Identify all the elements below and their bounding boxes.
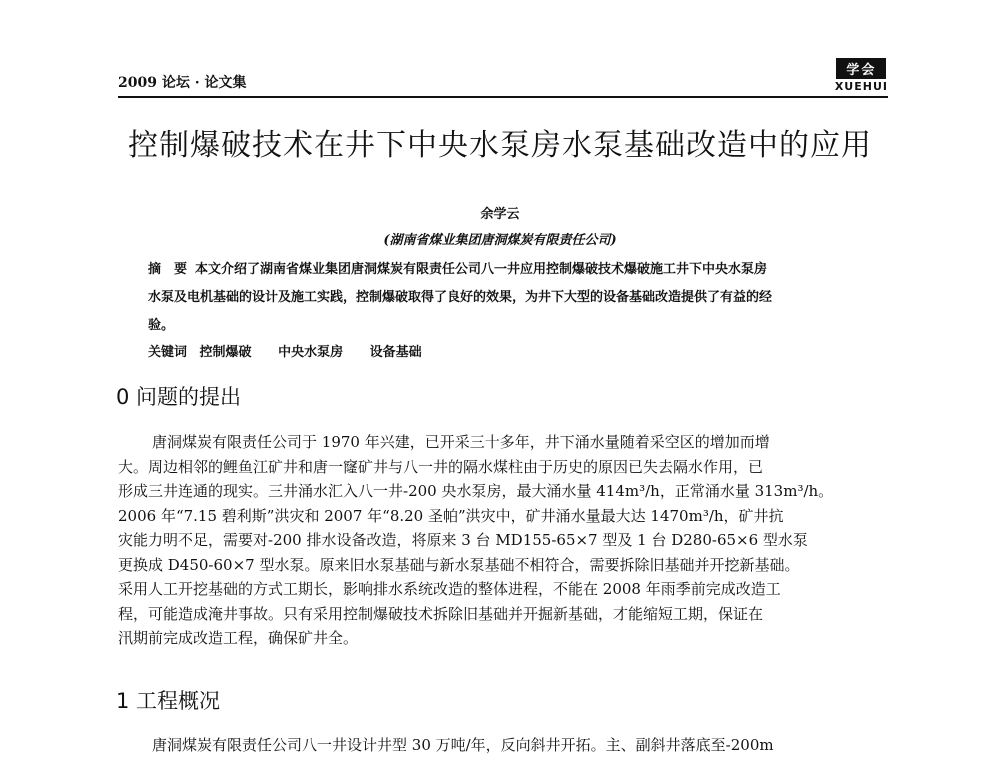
- header-journal-label: 2009 论坛 · 论文集: [118, 75, 247, 91]
- keyword: 控制爆破: [199, 345, 252, 360]
- abstract-line: [148, 256, 894, 284]
- abstract-line: 水泵及电机基础的设计及施工实践，控制爆破取得了良好的效果，为井下大型的设备基础改造提供了有益的经: [148, 290, 773, 305]
- body-line: 采用人工开挖基础的方式工期长，影响排水系统改造的整体进程，不能在 2008 年雨季前完成改造工: [118, 580, 781, 598]
- body-line: 形成三井连通的现实。三井涌水汇入八一井-200 央水泵房，最大涌水量 414m³/h，正常涌水量 313m³/h。: [118, 482, 834, 500]
- author-name: 余学云: [480, 207, 520, 222]
- section-heading: 1 工程概况: [116, 689, 221, 713]
- paper-title: 控制爆破技术在井下中央水泵房水泵基础改造中的应用: [128, 128, 872, 163]
- logo-badge: 学会: [836, 58, 886, 79]
- section-body: [118, 733, 894, 758]
- body-line: 程，可能造成淹井事故。只有采用控制爆破技术拆除旧基础并开掘新基础，才能缩短工期，保证在: [118, 604, 764, 623]
- keyword: 设备基础: [369, 345, 422, 360]
- keyword: 中央水泵房: [278, 345, 344, 360]
- abstract-label: 摘 要: [148, 262, 188, 277]
- keywords-label: 关键词: [148, 345, 188, 360]
- abstract-block: [148, 256, 894, 340]
- body-line: 更换成 D450-60×7 型水泵。原来旧水泵基础与新水泵基础不相符合，需要拆除旧基础并开挖新基础。: [118, 555, 800, 574]
- body-line: 唐洞煤炭有限责任公司八一井设计井型 30 万吨/年，反向斜井开拓。主、副斜井落底至-200m: [152, 736, 774, 754]
- abstract-text: 本文介绍了湖南省煤业集团唐洞煤炭有限责任公司八一井应用控制爆破技术爆破施工井下中央水泵房: [195, 262, 768, 277]
- author-affiliation: (湖南省煤业集团唐洞煤炭有限责任公司): [383, 233, 617, 248]
- section-body: [118, 430, 894, 651]
- abstract-line: 验。: [148, 318, 175, 333]
- section-heading: 0 问题的提出: [116, 385, 242, 409]
- running-header: [118, 48, 888, 98]
- body-line: 大。周边相邻的鲤鱼江矿井和唐一窿矿井与八一井的隔水煤柱由于历史的原因已失去隔水作用，已: [118, 457, 764, 476]
- body-line: 唐洞煤炭有限责任公司于 1970 年兴建，已开采三十多年，井下涌水量随着采空区的增加而增: [152, 433, 770, 451]
- keywords-line: [148, 341, 444, 360]
- body-line: 2006 年“7.15 碧利斯”洪灾和 2007 年“8.20 圣帕”洪灾中，矿井涌水量最大达 1470m³/h，矿井抗: [118, 506, 784, 525]
- body-line: 汛期前完成改造工程，确保矿井全。: [118, 629, 359, 647]
- logo-subtitle: XUEHUI: [834, 80, 888, 93]
- xuehui-logo: [835, 58, 888, 93]
- body-line: 灾能力明不足，需要对-200 排水设备改造，将原来 3 台 MD155-65×7 型及 1 台 D280-65×6 型水泵: [118, 531, 808, 549]
